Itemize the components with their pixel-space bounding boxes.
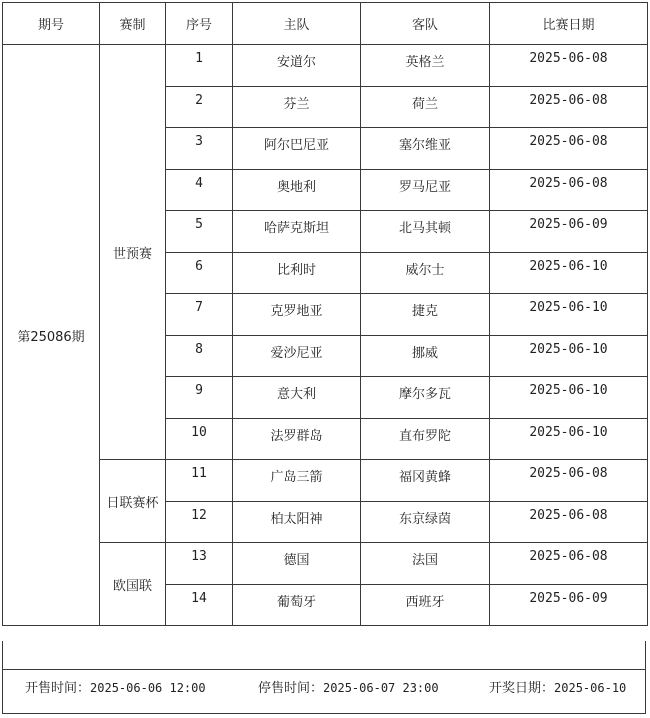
draw-date-label: 开奖日期： [489,681,555,696]
away-team-cell: 直布罗陀 [361,418,490,460]
table-row [3,543,648,585]
issue-cell: 第25086期 [3,45,100,626]
away-team-cell: 罗马尼亚 [361,169,490,211]
home-team-cell: 爱沙尼亚 [233,335,361,377]
seq-cell: 11 [166,460,233,502]
header-date: 比赛日期 [490,3,648,45]
match-date-cell: 2025-06-08 [490,460,648,502]
seq-cell: 9 [166,377,233,419]
home-team-cell: 奥地利 [233,169,361,211]
match-date-cell: 2025-06-08 [490,128,648,170]
table-row [3,460,648,502]
home-team-cell: 法罗群岛 [233,418,361,460]
home-team-cell: 德国 [233,543,361,585]
match-date-cell: 2025-06-08 [490,86,648,128]
competition-cell: 日联赛杯 [100,460,166,543]
header-competition: 赛制 [100,3,166,45]
header-row [3,3,648,45]
seq-cell: 4 [166,169,233,211]
seq-cell: 1 [166,45,233,87]
seq-cell: 14 [166,584,233,626]
seq-cell: 6 [166,252,233,294]
home-team-cell: 葡萄牙 [233,584,361,626]
away-team-cell: 威尔士 [361,252,490,294]
home-team-cell: 阿尔巴尼亚 [233,128,361,170]
home-team-cell: 比利时 [233,252,361,294]
match-date-cell: 2025-06-10 [490,418,648,460]
match-date-cell: 2025-06-08 [490,45,648,87]
away-team-cell: 荷兰 [361,86,490,128]
away-team-cell: 英格兰 [361,45,490,87]
header-home: 主队 [233,3,361,45]
home-team-cell: 哈萨克斯坦 [233,211,361,253]
seq-cell: 7 [166,294,233,336]
match-schedule-table [2,2,648,626]
away-team-cell: 塞尔维亚 [361,128,490,170]
match-date-cell: 2025-06-08 [490,169,648,211]
seq-cell: 8 [166,335,233,377]
away-team-cell: 西班牙 [361,584,490,626]
draw-date [489,677,626,696]
seq-cell: 12 [166,501,233,543]
table-row [3,45,648,87]
competition-cell: 世预赛 [100,45,166,460]
blank-spacer-row [2,641,646,670]
seq-cell: 2 [166,86,233,128]
sale-start-time [25,677,206,696]
match-date-cell: 2025-06-09 [490,211,648,253]
seq-cell: 5 [166,211,233,253]
match-date-cell: 2025-06-10 [490,294,648,336]
header-away: 客队 [361,3,490,45]
draw-date-value: 2025-06-10 [554,681,627,695]
match-date-cell: 2025-06-10 [490,335,648,377]
header-seq: 序号 [166,3,233,45]
sale-stop-time [258,677,439,696]
home-team-cell: 克罗地亚 [233,294,361,336]
sale-info-footer [2,670,646,714]
match-date-cell: 2025-06-10 [490,377,648,419]
match-date-cell: 2025-06-08 [490,501,648,543]
away-team-cell: 捷克 [361,294,490,336]
away-team-cell: 北马其顿 [361,211,490,253]
away-team-cell: 摩尔多瓦 [361,377,490,419]
home-team-cell: 柏太阳神 [233,501,361,543]
home-team-cell: 意大利 [233,377,361,419]
match-date-cell: 2025-06-08 [490,543,648,585]
header-issue: 期号 [3,3,100,45]
sale-stop-value: 2025-06-07 23:00 [323,681,439,695]
match-date-cell: 2025-06-09 [490,584,648,626]
sale-start-value: 2025-06-06 12:00 [90,681,206,695]
match-date-cell: 2025-06-10 [490,252,648,294]
away-team-cell: 福冈黄蜂 [361,460,490,502]
seq-cell: 10 [166,418,233,460]
seq-cell: 13 [166,543,233,585]
sale-stop-label: 停售时间： [258,681,324,696]
competition-cell: 欧国联 [100,543,166,626]
home-team-cell: 安道尔 [233,45,361,87]
away-team-cell: 法国 [361,543,490,585]
away-team-cell: 东京绿茵 [361,501,490,543]
seq-cell: 3 [166,128,233,170]
home-team-cell: 芬兰 [233,86,361,128]
sale-start-label: 开售时间： [25,681,91,696]
away-team-cell: 挪威 [361,335,490,377]
home-team-cell: 广岛三箭 [233,460,361,502]
